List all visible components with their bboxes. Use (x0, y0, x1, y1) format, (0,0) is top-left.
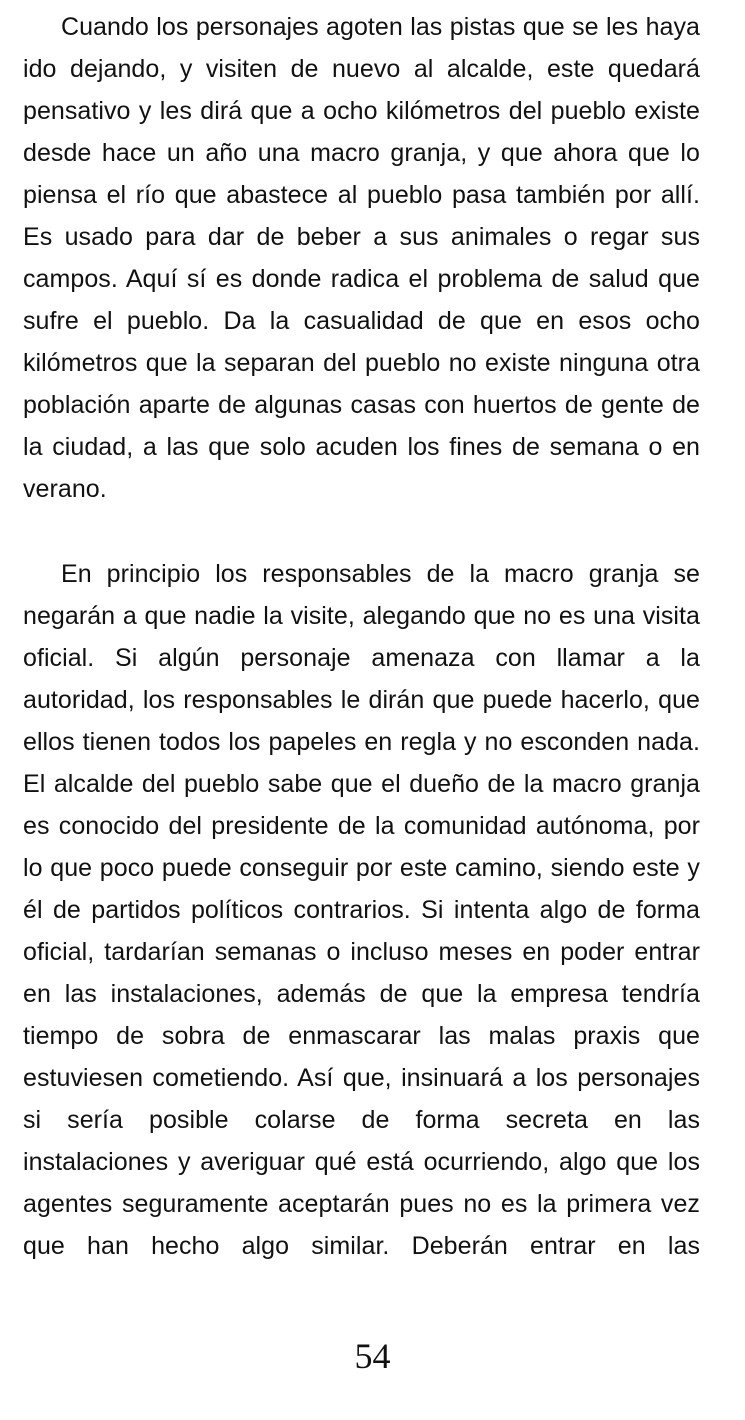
body-paragraph-1: Cuando los personajes agoten las pistas que se les haya ido dejando, y visiten de nuevo al alcalde, este quedará pensativo y les dirá que a ocho kilómetros del pueblo existe desde hace un año una macro granja, y que ahora que lo piensa el río que abastece al pueblo pasa también por allí. Es usado para dar de beber a sus animales o regar sus campos. Aquí sí es donde radica el problema de salud que sufre el pueblo. Da la casualidad de que en esos ocho kilómetros que la separan del pueblo no existe ninguna otra población aparte de algunas casas con huertos de gente de la ciudad, a las que solo acuden los fines de semana o en verano. (23, 13, 700, 503)
body-paragraph-2: En principio los responsables de la macro granja se negarán a que nadie la visite, alegando que no es una visita oficial. Si algún personaje amenaza con llamar a la autoridad, los responsables le dirán que puede hacerlo, que ellos tienen todos los papeles en regla y no esconden nada. El alcalde del pueblo sabe que el dueño de la macro granja es conocido del presidente de la comunidad autónoma, por lo que poco puede conseguir por este camino, siendo este y él de partidos políticos contrarios. Si intenta algo de forma oficial, tardarían semanas o incluso meses en poder entrar en las instalaciones, además de que la empresa tendría tiempo de sobra de enmascarar las malas praxis que estuviesen cometiendo. Así que, insinuará a los personajes si sería posible colarse de forma secreta en las instalaciones y averiguar qué está ocurriendo, algo que los agentes seguramente aceptarán pues no es la primera vez que han hecho algo similar. Deberán entrar en las (23, 560, 700, 1260)
page-number: 54 (354, 1336, 391, 1376)
